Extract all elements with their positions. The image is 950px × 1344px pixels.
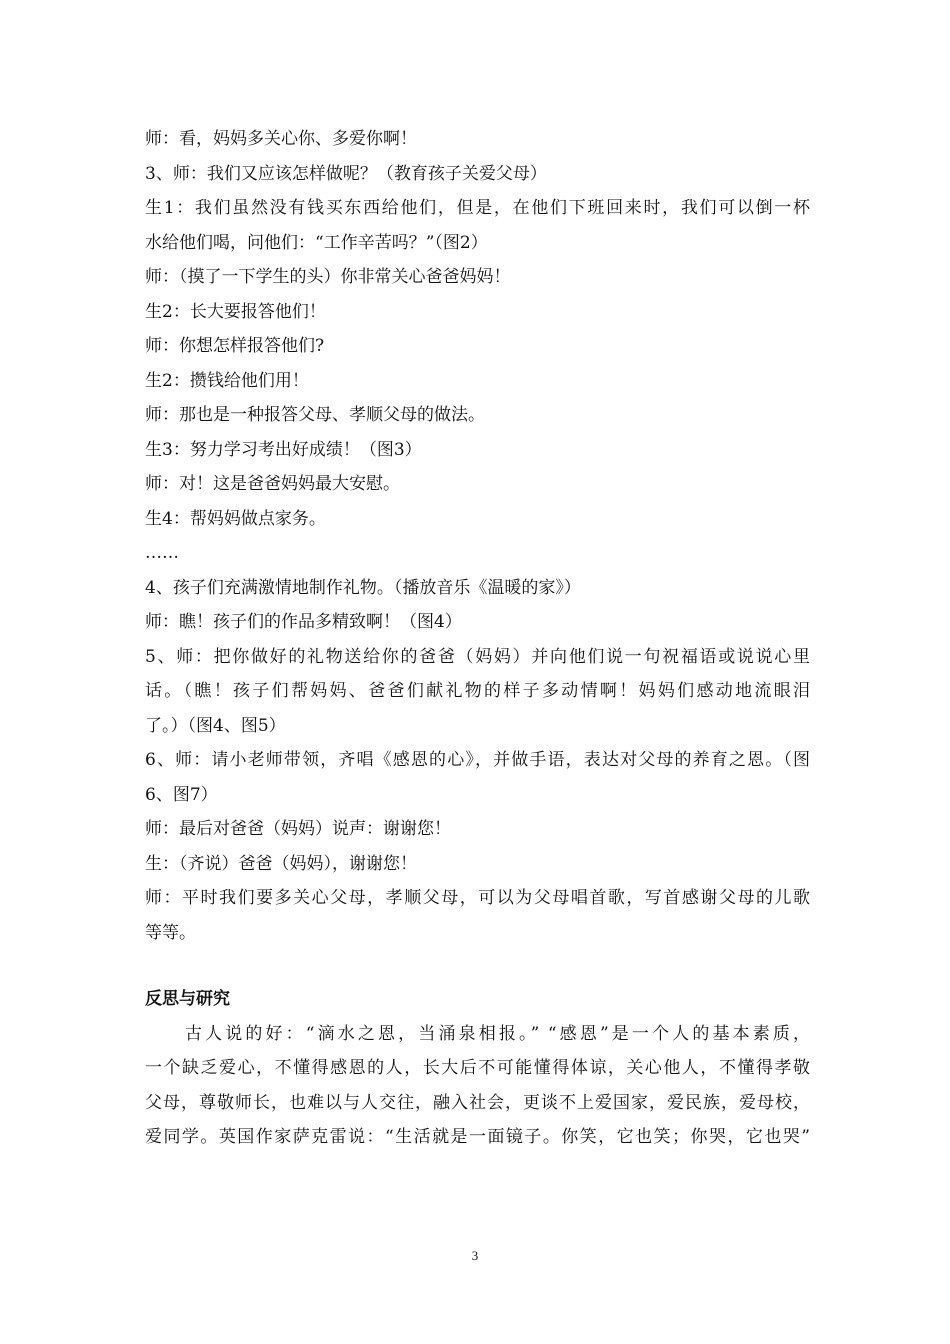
text-line: 师：对！这是爸爸妈妈最大安慰。: [145, 474, 400, 494]
text-line: 师：看，妈妈多关心你、多爱你啊！: [145, 129, 417, 149]
text-line: 生2：攒钱给他们用！: [145, 370, 309, 391]
text-line: 师：你想怎样报答他们?: [145, 336, 325, 356]
text-line: 4、孩子们充满激情地制作礼物。（播放音乐《温暖的家》）: [145, 577, 581, 598]
text-line: 师：最后对爸爸（妈妈）说声：谢谢您！: [145, 819, 451, 839]
text-line: 3、师：我们又应该怎样做呢？（教育孩子关爱父母）: [145, 163, 547, 184]
text-line: 6、图7）: [145, 784, 218, 805]
text-line: 生3：努力学习考出好成绩！（图3）: [145, 439, 422, 460]
paragraph-line: 父母，尊敬师长，也难以与人交往，融入社会，更谈不上爱国家，爱民族，爱母校，: [145, 1092, 810, 1113]
section-heading: 反思与研究: [145, 989, 230, 1009]
page-number: 3: [471, 1248, 479, 1263]
text-line: 6、师：请小老师带领，齐唱《感恩的心》，并做手语，表达对父母的养育之恩。（图: [145, 750, 810, 770]
text-line: 生：（齐说）爸爸（妈妈），谢谢您！: [145, 853, 417, 874]
text-line: 等等。: [145, 922, 196, 943]
paragraph-line: 爱同学。英国作家萨克雷说：“生活就是一面镜子。你笑，它也笑；你哭，它也哭”: [145, 1127, 810, 1147]
text-line: 5、师：把你做好的礼物送给你的爸爸（妈妈）并向他们说一句祝福语或说说心里: [145, 646, 810, 667]
text-line: 师：（摸了一下学生的头）你非常关心爸爸妈妈！: [145, 267, 511, 287]
section-spacer: [145, 950, 810, 982]
text-line: 生4：帮妈妈做点家务。: [145, 508, 326, 529]
text-line: 话。（瞧！孩子们帮妈妈、爸爸们献礼物的样子多动情啊！妈妈们感动地流眼泪: [145, 681, 810, 701]
paragraph-line: 一个缺乏爱心，不懂得感恩的人，长大后不可能懂得体谅，关心他人，不懂得孝敬: [145, 1058, 810, 1078]
document-body: [145, 122, 810, 1155]
text-line: 师：那也是一种报答父母、孝顺父母的做法。: [145, 405, 485, 425]
text-line: 师：瞧！孩子们的作品多精致啊！（图4）: [145, 612, 462, 632]
ellipsis-line: ……: [145, 543, 179, 563]
paragraph-line: 古人说的好：“滴水之恩，当涌泉相报。” “感恩”是一个人的基本素质，: [185, 1023, 810, 1044]
text-line: 水给他们喝，问他们：“工作辛苦吗？”（图2）: [145, 232, 488, 253]
text-line: 生1：我们虽然没有钱买东西给他们，但是，在他们下班回来时，我们可以倒一杯: [145, 198, 810, 218]
text-line: 生2：长大要报答他们！: [145, 301, 326, 322]
text-line: 师：平时我们要多关心父母，孝顺父母，可以为父母唱首歌，写首感谢父母的儿歌: [145, 888, 810, 908]
text-line: 了。）（图4、图5）: [145, 715, 286, 736]
